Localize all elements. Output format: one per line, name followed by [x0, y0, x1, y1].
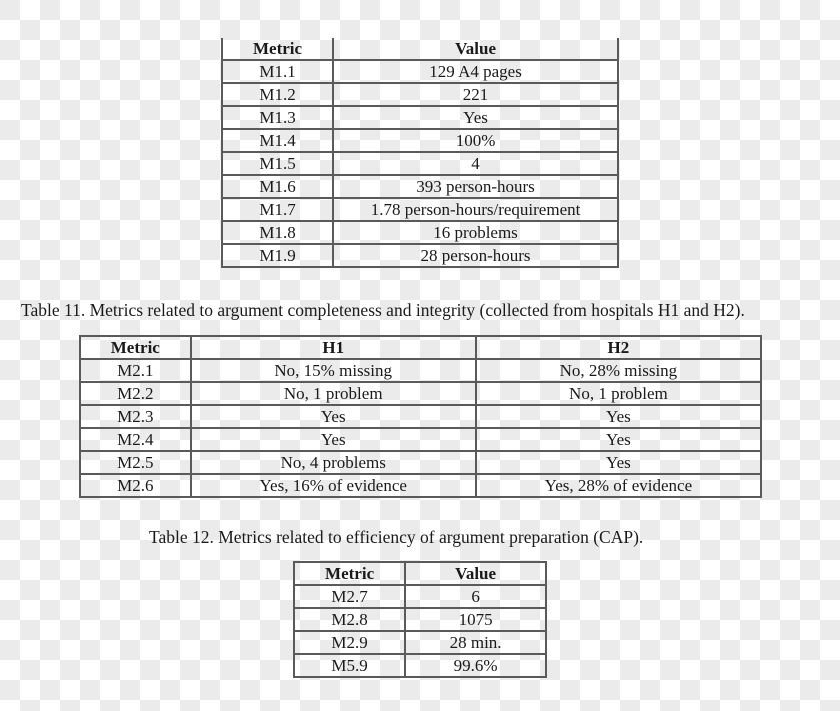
h1-cell: No, 4 problems: [191, 451, 476, 474]
metric-cell: M2.3: [80, 405, 191, 428]
value-cell: Yes: [333, 106, 618, 129]
h2-cell: Yes: [476, 451, 761, 474]
table-row: [80, 359, 761, 382]
table-row: [222, 83, 618, 106]
table-12-caption: Table 12. Metrics related to efficiency of argument preparation (CAP).: [149, 527, 644, 547]
metric-cell: M1.5: [222, 152, 333, 175]
metrics-table-efficiency: [293, 561, 547, 678]
table-11-caption: Table 11. Metrics related to argument completeness and integrity (collected from hospitals H1 and H2).: [21, 300, 745, 320]
metric-cell: M2.7: [294, 585, 405, 608]
value-cell: 393 person-hours: [333, 175, 618, 198]
table-12-crop: [293, 561, 549, 678]
value-cell: 28 person-hours: [333, 244, 618, 267]
metric-cell: M2.9: [294, 631, 405, 654]
metric-cell: M1.8: [222, 221, 333, 244]
table-row: [222, 244, 618, 267]
value-cell: 16 problems: [333, 221, 618, 244]
h2-cell: Yes: [476, 405, 761, 428]
metric-cell: M5.9: [294, 654, 405, 677]
metric-cell: M1.2: [222, 83, 333, 106]
metric-cell: M2.8: [294, 608, 405, 631]
metric-cell: M2.2: [80, 382, 191, 405]
value-cell: 6: [405, 585, 546, 608]
column-header-h2: H2: [476, 336, 761, 359]
table-row: [222, 198, 618, 221]
metric-cell: M2.5: [80, 451, 191, 474]
metric-cell: M2.4: [80, 428, 191, 451]
column-header-metric: Metric: [294, 562, 405, 585]
column-header-metric: Metric: [80, 336, 191, 359]
value-cell: 221: [333, 83, 618, 106]
value-cell: 1.78 person-hours/requirement: [333, 198, 618, 221]
h2-cell: Yes, 28% of evidence: [476, 474, 761, 497]
table-row: [80, 474, 761, 497]
column-header-value: Value: [333, 38, 618, 60]
table-row: [222, 106, 618, 129]
metric-cell: M1.9: [222, 244, 333, 267]
value-cell: 100%: [333, 129, 618, 152]
table-row: [80, 428, 761, 451]
metric-cell: M1.3: [222, 106, 333, 129]
table-row: [222, 152, 618, 175]
table-header-row: [80, 336, 761, 359]
h2-cell: No, 28% missing: [476, 359, 761, 382]
h1-cell: No, 15% missing: [191, 359, 476, 382]
value-cell: 28 min.: [405, 631, 546, 654]
table-row: [222, 221, 618, 244]
value-cell: 129 A4 pages: [333, 60, 618, 83]
h2-cell: Yes: [476, 428, 761, 451]
h2-cell: No, 1 problem: [476, 382, 761, 405]
metric-cell: M2.1: [80, 359, 191, 382]
table-row: [80, 382, 761, 405]
metrics-table-m1: [221, 38, 619, 268]
value-cell: 1075: [405, 608, 546, 631]
column-header-metric: Metric: [222, 38, 333, 60]
value-cell: 99.6%: [405, 654, 546, 677]
table-row: [294, 585, 546, 608]
h1-cell: No, 1 problem: [191, 382, 476, 405]
table-row: [222, 60, 618, 83]
h1-cell: Yes: [191, 405, 476, 428]
metric-cell: M1.1: [222, 60, 333, 83]
metric-cell: M1.6: [222, 175, 333, 198]
table-row: [80, 405, 761, 428]
metrics-table-completeness: [79, 335, 762, 498]
column-header-h1: H1: [191, 336, 476, 359]
table-row: [294, 608, 546, 631]
column-header-value: Value: [405, 562, 546, 585]
table-row: [80, 451, 761, 474]
metric-cell: M1.7: [222, 198, 333, 221]
table-row: [294, 631, 546, 654]
table-row: [222, 129, 618, 152]
table-header-row: [294, 562, 546, 585]
table-row: [222, 175, 618, 198]
table-row: [294, 654, 546, 677]
value-cell: 4: [333, 152, 618, 175]
h1-cell: Yes, 16% of evidence: [191, 474, 476, 497]
metric-cell: M1.4: [222, 129, 333, 152]
metric-cell: M2.6: [80, 474, 191, 497]
table-header-row: [222, 38, 618, 60]
h1-cell: Yes: [191, 428, 476, 451]
